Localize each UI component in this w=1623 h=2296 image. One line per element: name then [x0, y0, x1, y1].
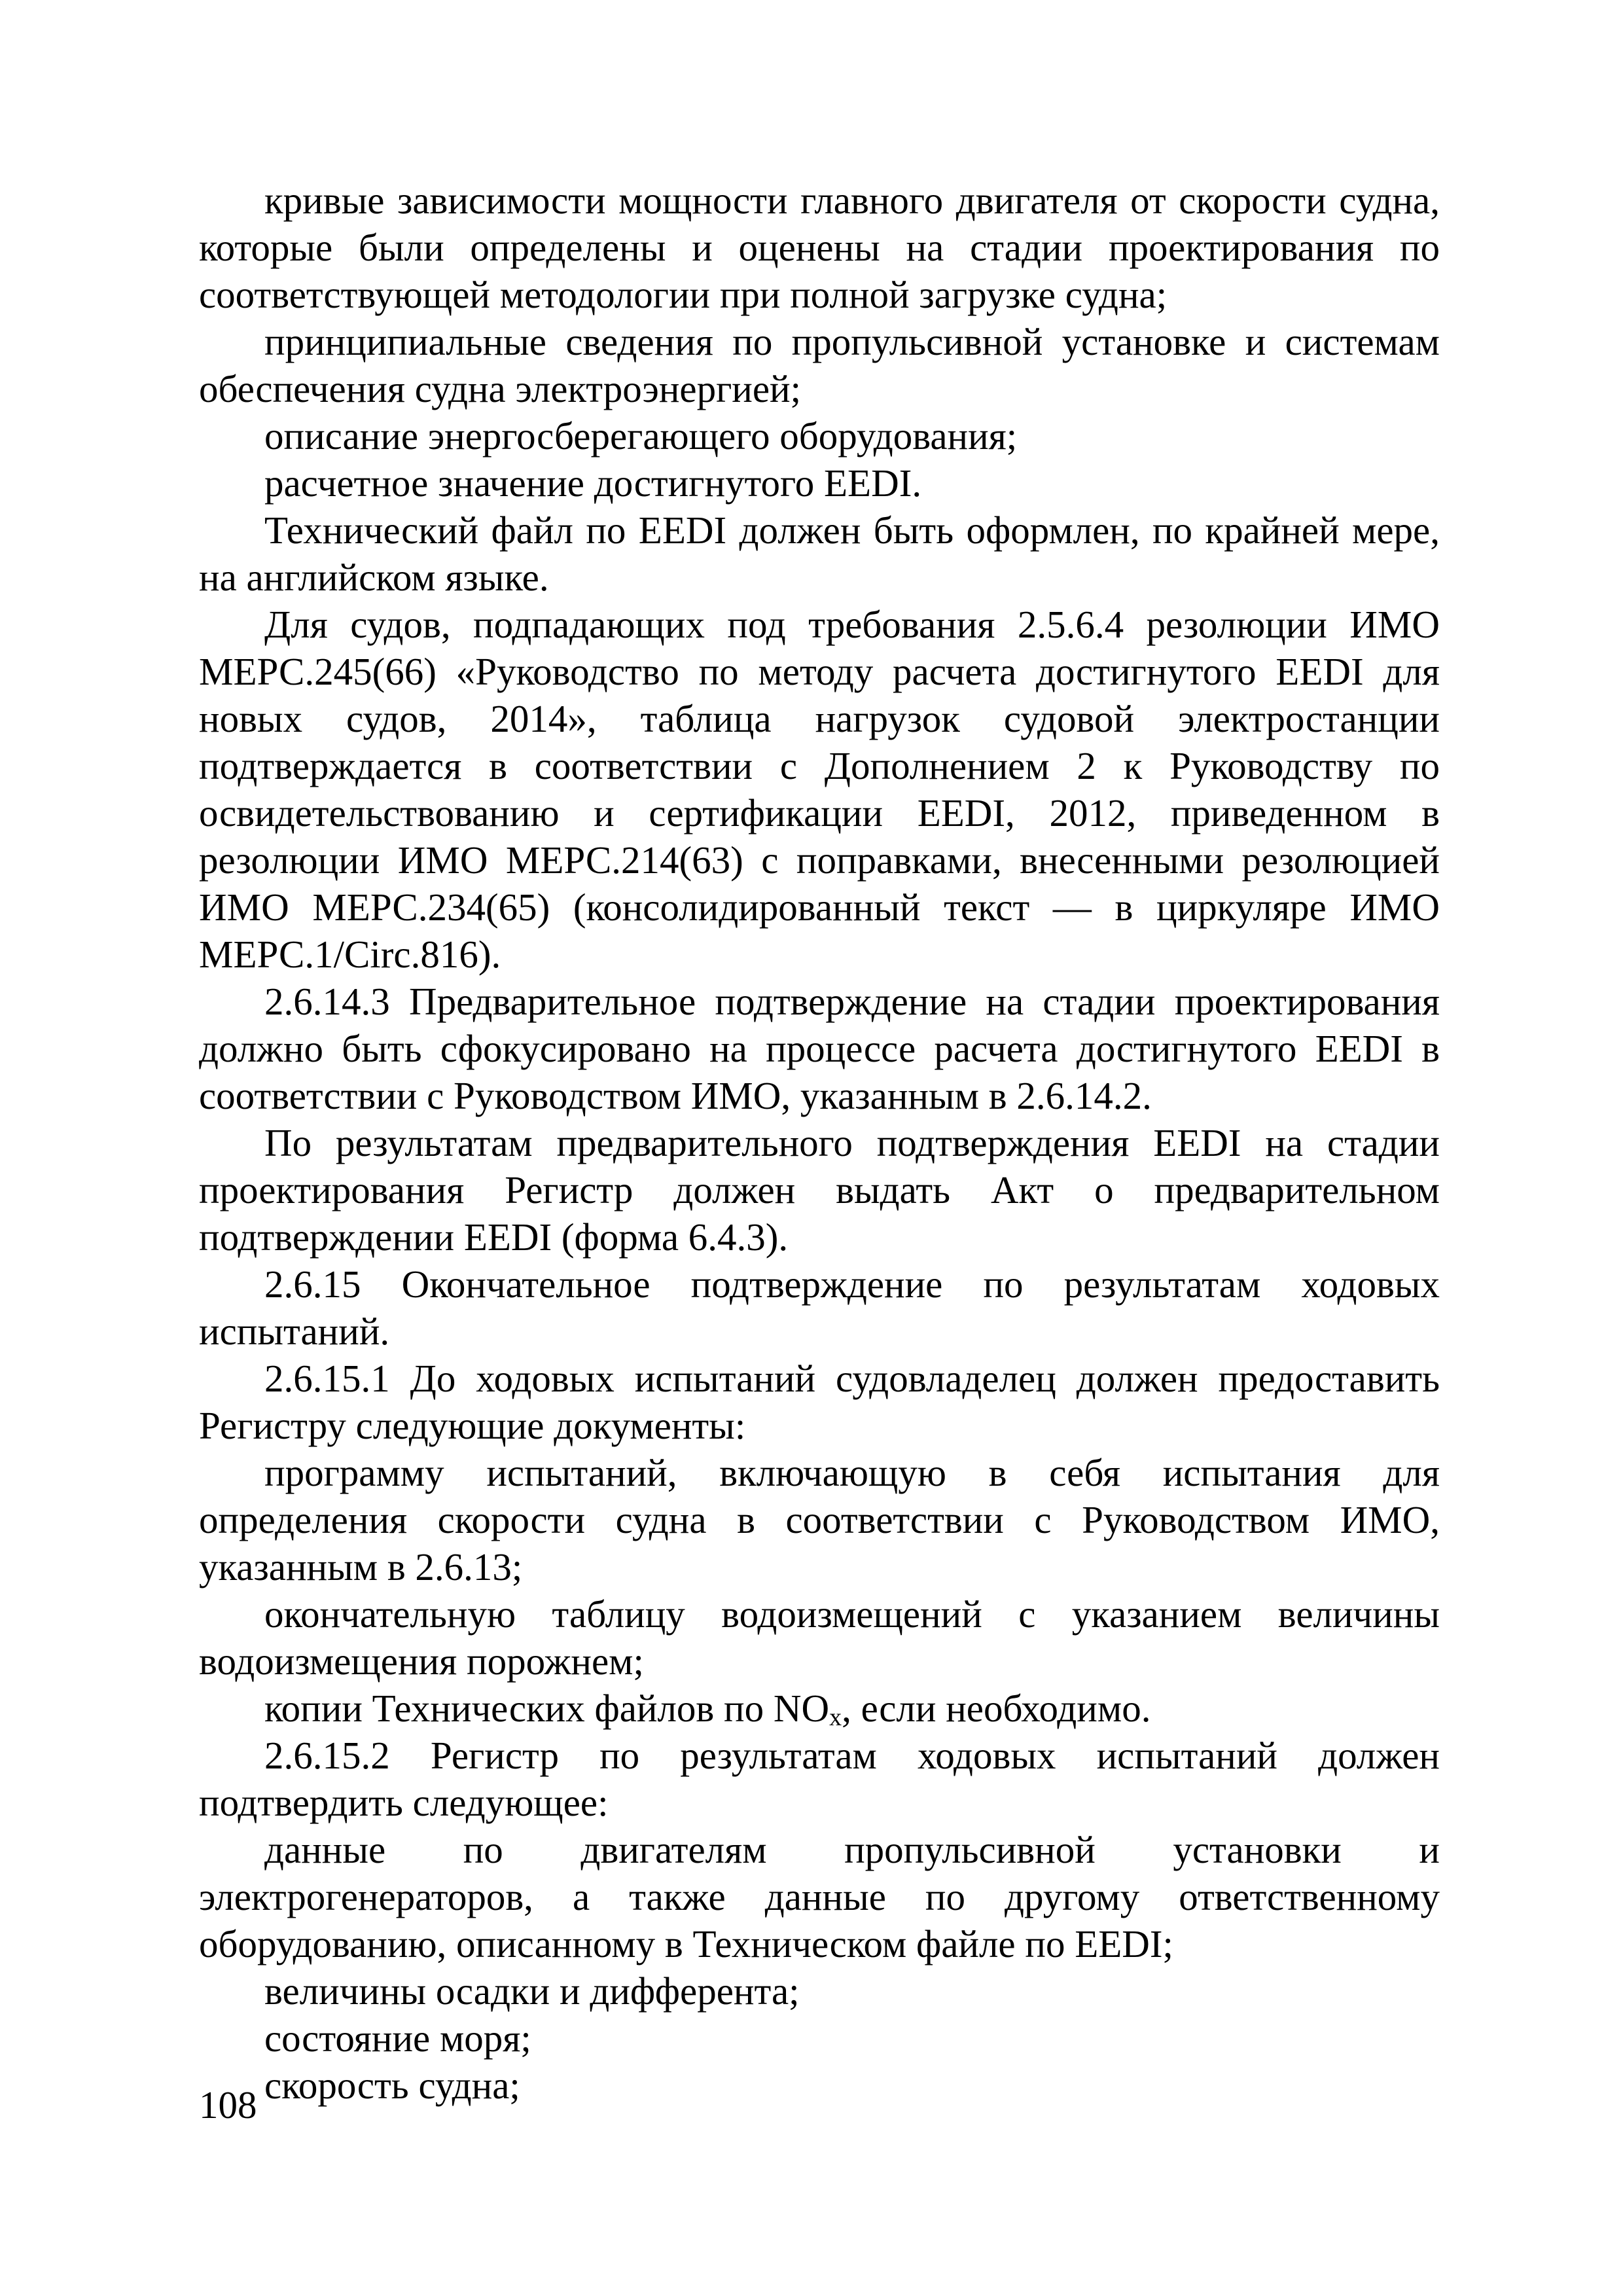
section-heading: 2.6.15 Окончательное подтверждение по результатам ходовых испытаний.: [199, 1263, 1440, 1353]
paragraph: принципиальные сведения по пропульсивной установке и системам обеспечения судна электроэнергией;: [199, 320, 1440, 410]
paragraph: 2.6.15.1 До ходовых испытаний судовладелец должен предоставить Регистру следующие документы:: [199, 1357, 1440, 1447]
paragraph: описание энергосберегающего оборудования;: [264, 414, 1018, 457]
paragraph: окончательную таблицу водоизмещений с указанием величины водоизмещения порожнем;: [199, 1592, 1440, 1683]
paragraph: Для судов, подпадающих под требования 2.5.6.4 резолюции ИМО МЕРС.245(66) «Руководство по методу расчета достигнутого EEDI для новых судов, 2014», таблица нагрузок судовой электростанции подтверждается в соответствии с Дополнением 2 к Руководству по освидетельствованию и сертификации EEDI, 2012, приведенном в резолюции ИМО МЕРС.214(63) с поправками, внесенными резолюцией ИМО МЕРС.234(65) (консолидированный текст — в циркуляре ИМО МЕРС.1/Circ.816).: [199, 603, 1440, 976]
paragraph: 2.6.15.2 Регистр по результатам ходовых испытаний должен подтвердить следующее:: [199, 1734, 1440, 1824]
paragraph: 2.6.14.3 Предварительное подтверждение на стадии проектирования должно быть сфокусировано на процессе расчета достигнутого EEDI в соответствии с Руководством ИМО, указанным в 2.6.14.2.: [199, 980, 1440, 1117]
paragraph: По результатам предварительного подтверждения EEDI на стадии проектирования Регистр должен выдать Акт о предварительном подтверждении EEDI (форма 6.4.3).: [199, 1121, 1440, 1259]
paragraph: состояние моря;: [264, 2017, 531, 2060]
paragraph: Технический файл по EEDI должен быть оформлен, по крайней мере, на английском языке.: [199, 509, 1440, 599]
nox-text-before: копии Технических файлов по NO: [264, 1687, 830, 1730]
paragraph: кривые зависимости мощности главного двигателя от скорости судна, которые были определены и оценены на стадии проектирования по соответствующей методологии при полной загрузке судна;: [199, 179, 1440, 316]
paragraph: данные по двигателям пропульсивной установки и электрогенераторов, а также данные по другому ответственному оборудованию, описанному в Техническом файле по EEDI;: [199, 1828, 1440, 1965]
paragraph: величины осадки и дифферента;: [264, 1969, 800, 2013]
nox-subscript: x: [829, 1704, 842, 1731]
paragraph: скорость судна;: [264, 2064, 520, 2107]
paragraph: расчетное значение достигнутого EEDI.: [264, 461, 922, 505]
nox-text-after: , если необходимо.: [842, 1687, 1151, 1730]
body-text: [199, 177, 1440, 2109]
page-number: 108: [199, 2083, 257, 2126]
paragraph: программу испытаний, включающую в себя испытания для определения скорости судна в соответствии с Руководством ИМО, указанным в 2.6.13;: [199, 1451, 1440, 1588]
paragraph-nox: [199, 1685, 1440, 1732]
